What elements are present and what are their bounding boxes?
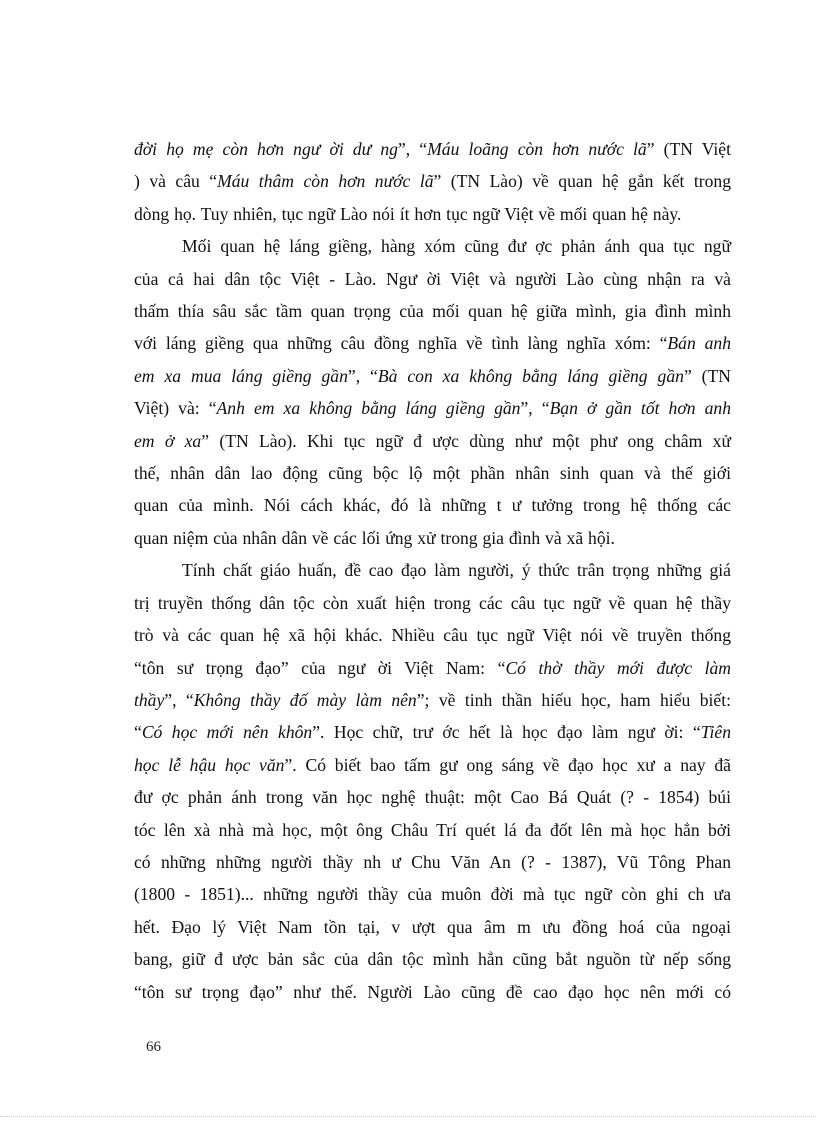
text-line	[134, 820, 731, 840]
text-line	[134, 495, 731, 515]
text-run: ” (TN Lào) về quan hệ gắn kết trong	[433, 171, 732, 192]
text-run: Mối quan hệ láng giềng, hàng xóm cũng đư ợc phản ánh qua tục ngữ	[182, 236, 731, 257]
line-box	[134, 360, 731, 392]
text-line	[134, 204, 681, 224]
text-line	[134, 593, 731, 613]
text-line	[134, 982, 731, 1002]
text-run: dòng họ. Tuy nhiên, tục ngữ Lào nói ít hơn tục ngữ Việt về mối quan hệ này.	[134, 203, 682, 224]
text-run: ”, “	[164, 689, 194, 710]
italic-quote: em ở xa	[134, 430, 202, 451]
line-box	[134, 716, 731, 748]
italic-quote: em xa mua láng giềng gần	[134, 365, 348, 386]
text-run: hết. Đạo lý Việt Nam tồn tại, v ượt qua âm m ưu đồng hoá của ngoại	[134, 916, 731, 937]
page-number: 66	[146, 1039, 161, 1055]
text-line	[134, 333, 731, 353]
line-box	[134, 878, 731, 910]
text-run: tóc lên xà nhà mà học, một ông Châu Trí quét lá đa đốt lên mà học hẳn bởi	[134, 819, 731, 840]
line-box	[134, 295, 731, 327]
line-box	[134, 327, 731, 359]
text-run: trị truyền thống dân tộc còn xuất hiện trong các câu tục ngữ về quan hệ thầy	[134, 592, 731, 613]
text-run: ”, “	[347, 365, 378, 386]
text-run: Việt) và: “	[134, 398, 217, 419]
text-run: thấm thía sâu sắc tầm quan trọng của mối quan hệ giữa mình, gia đình mình	[134, 301, 731, 322]
text-line	[134, 917, 731, 937]
text-run: ”, “	[397, 139, 428, 159]
text-line	[134, 463, 731, 483]
italic-quote: Có học mới nên khôn	[141, 722, 313, 743]
text-run: “tôn sư trọng đạo” như thế. Người Lào cũng đề cao đạo học nên mới có	[134, 981, 731, 1002]
text-line	[134, 949, 731, 969]
text-run: (1800 - 1851)... những người thầy của muôn đời mà tục ngữ còn ghi ch ưa	[134, 884, 731, 905]
line-box	[134, 198, 731, 230]
text-run: “	[134, 722, 142, 743]
italic-quote: đời họ mẹ còn hơn ngư ời dư ng	[134, 139, 398, 159]
text-line	[134, 884, 731, 904]
line-box	[134, 263, 731, 295]
line-box	[134, 619, 731, 651]
text-run: “tôn sư trọng đạo” của ngư ời Việt Nam: “	[134, 657, 506, 678]
line-box	[134, 554, 731, 586]
text-line	[134, 528, 615, 548]
text-line	[134, 722, 731, 742]
line-box	[134, 165, 731, 197]
text-line	[134, 269, 731, 289]
text-run: ” (TN	[683, 365, 731, 386]
italic-quote: Bán anh	[667, 333, 731, 354]
paragraph-neighbors	[134, 230, 731, 554]
text-line	[134, 139, 731, 159]
line-box	[134, 392, 731, 424]
text-run: ”; về tinh thần hiếu học, ham hiểu biết:	[416, 689, 731, 710]
text-line	[134, 787, 731, 807]
italic-quote: Không thầy đố mày làm nên	[193, 689, 417, 710]
text-line	[134, 431, 731, 451]
body-text	[134, 133, 731, 1008]
line-box	[134, 976, 731, 1008]
italic-quote: Bà con xa không bằng láng giềng gần	[377, 365, 684, 386]
text-line	[134, 301, 731, 321]
text-line	[134, 658, 731, 678]
text-run: thế, nhân dân lao động cũng bộc lộ một phần nhân sinh quan và thế giới	[134, 463, 731, 484]
italic-quote: Máu thâm còn hơn nước lã	[217, 171, 434, 192]
text-run: quan niệm của nhân dân về các lối ứng xử trong gia đình và xã hội.	[134, 527, 615, 548]
line-box	[134, 489, 731, 521]
line-box	[134, 781, 731, 813]
line-box	[134, 749, 731, 781]
text-line	[134, 366, 731, 386]
line-box	[134, 425, 731, 457]
page-bottom-border	[0, 1116, 816, 1117]
italic-quote: Bạn ở gần tốt hơn anh	[549, 398, 731, 419]
text-run: ” (TN Việt	[646, 139, 731, 159]
line-box	[134, 814, 731, 846]
line-box	[134, 587, 731, 619]
text-line	[182, 236, 731, 256]
line-box	[134, 846, 731, 878]
text-line	[134, 625, 731, 645]
italic-quote: Máu loãng còn hơn nước lã	[427, 139, 647, 159]
line-box	[134, 457, 731, 489]
text-line	[134, 171, 731, 191]
italic-quote: Anh em xa không bằng láng giềng gần	[216, 398, 521, 419]
line-box	[134, 684, 731, 716]
line-box	[134, 133, 731, 165]
text-run: với láng giềng qua những câu đồng nghĩa về tình làng nghĩa xóm: “	[134, 333, 668, 354]
text-run: ” (TN Lào). Khi tục ngữ đ ược dùng như một phư ong châm xử	[201, 430, 731, 451]
text-run: trò và các quan hệ xã hội khác. Nhiều câu tục ngữ Việt nói về truyền thống	[134, 625, 731, 646]
text-run: ”. Có biết bao tấm gư ong sáng về đạo học xư a nay đã	[284, 754, 731, 775]
text-run: Tính chất giáo huấn, đề cao đạo làm người, ý thức trân trọng những giá	[182, 560, 731, 581]
text-line	[134, 852, 731, 872]
italic-quote: Tiên	[700, 722, 731, 743]
italic-quote: Có thờ thầy mới được làm	[505, 657, 731, 678]
paragraph-teachers	[134, 554, 731, 1008]
line-box	[134, 943, 731, 975]
text-line	[182, 560, 731, 580]
text-run: có những những người thầy nh ư Chu Văn An (? - 1387), Vũ Tông Phan	[134, 851, 731, 872]
italic-quote: thầy	[134, 689, 165, 710]
line-box	[134, 230, 731, 262]
text-line	[134, 755, 731, 775]
paragraph-kinship	[134, 133, 731, 230]
text-run: ”. Học chữ, trư ớc hết là học đạo làm ngư ời: “	[312, 722, 701, 743]
text-run: đư ợc phản ánh trong văn học nghệ thuật: một Cao Bá Quát (? - 1854) búi	[134, 787, 731, 808]
line-box	[134, 911, 731, 943]
text-run: ”, “	[520, 398, 550, 419]
text-run: của cả hai dân tộc Việt - Lào. Ngư ời Việt và người Lào cùng nhận ra và	[134, 268, 731, 289]
text-run: bang, giữ đ ược bản sắc của dân tộc mình hẳn cũng bắt nguồn từ nếp sống	[134, 949, 731, 970]
text-line	[134, 398, 731, 418]
line-box	[134, 522, 731, 554]
text-run: quan của mình. Nói cách khác, đó là những t ư tưởng trong hệ thống các	[134, 495, 731, 516]
line-box	[134, 652, 731, 684]
italic-quote: học lễ hậu học văn	[134, 754, 285, 775]
text-run: ) và câu “	[134, 171, 218, 192]
text-line	[134, 690, 731, 710]
